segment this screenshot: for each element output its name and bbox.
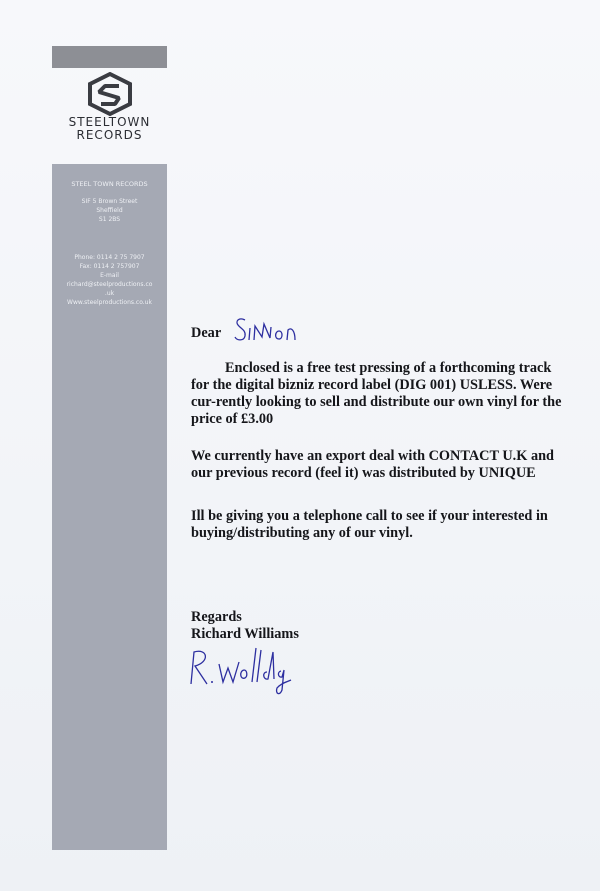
address-line: SIF 5 Brown Street [81, 198, 138, 205]
company-address [52, 197, 167, 224]
email-address-cont: .uk [104, 290, 115, 297]
company-name: STEEL TOWN RECORDS [71, 180, 148, 188]
handwritten-recipient [233, 314, 303, 346]
signer-name: Richard Williams [191, 626, 299, 642]
salutation: Dear [191, 325, 222, 341]
handwritten-signature [183, 642, 308, 697]
email-label: E-mail [100, 272, 119, 279]
logo-wordmark-line1: STEELTOWN [68, 115, 151, 129]
header-bar [52, 46, 167, 68]
paragraph-1: Enclosed is a free test pressing of a forthcoming track for the digital bizniz record label (DIG 001) USLESS. Were cur-rently looking to sell and distribute our own vinyl for the price of £3.00 [191, 360, 562, 427]
letterhead-sidebar [52, 164, 167, 850]
closing: Regards [191, 609, 242, 625]
fax-number: Fax: 0114 2 757907 [79, 263, 140, 270]
paragraph-2: We currently have an export deal with CONTACT U.K and our previous record (feel it) was distributed by UNIQUE [191, 448, 554, 481]
phone-number: Phone: 0114 2 75 7907 [74, 254, 145, 261]
address-line: S1 2BS [98, 216, 121, 223]
logo-emblem-icon [85, 72, 135, 116]
logo-wordmark-line2: RECORDS [76, 128, 143, 142]
address-line: Sheffield [96, 207, 123, 214]
paragraph-3: Ill be giving you a telephone call to see if your interested in buying/distributing any of our vinyl. [191, 508, 548, 541]
email-address: richard@steelproductions.co [66, 281, 153, 288]
steeltown-logo [52, 70, 167, 162]
contact-details [52, 253, 167, 307]
website: Www.steelproductions.co.uk [67, 299, 152, 306]
